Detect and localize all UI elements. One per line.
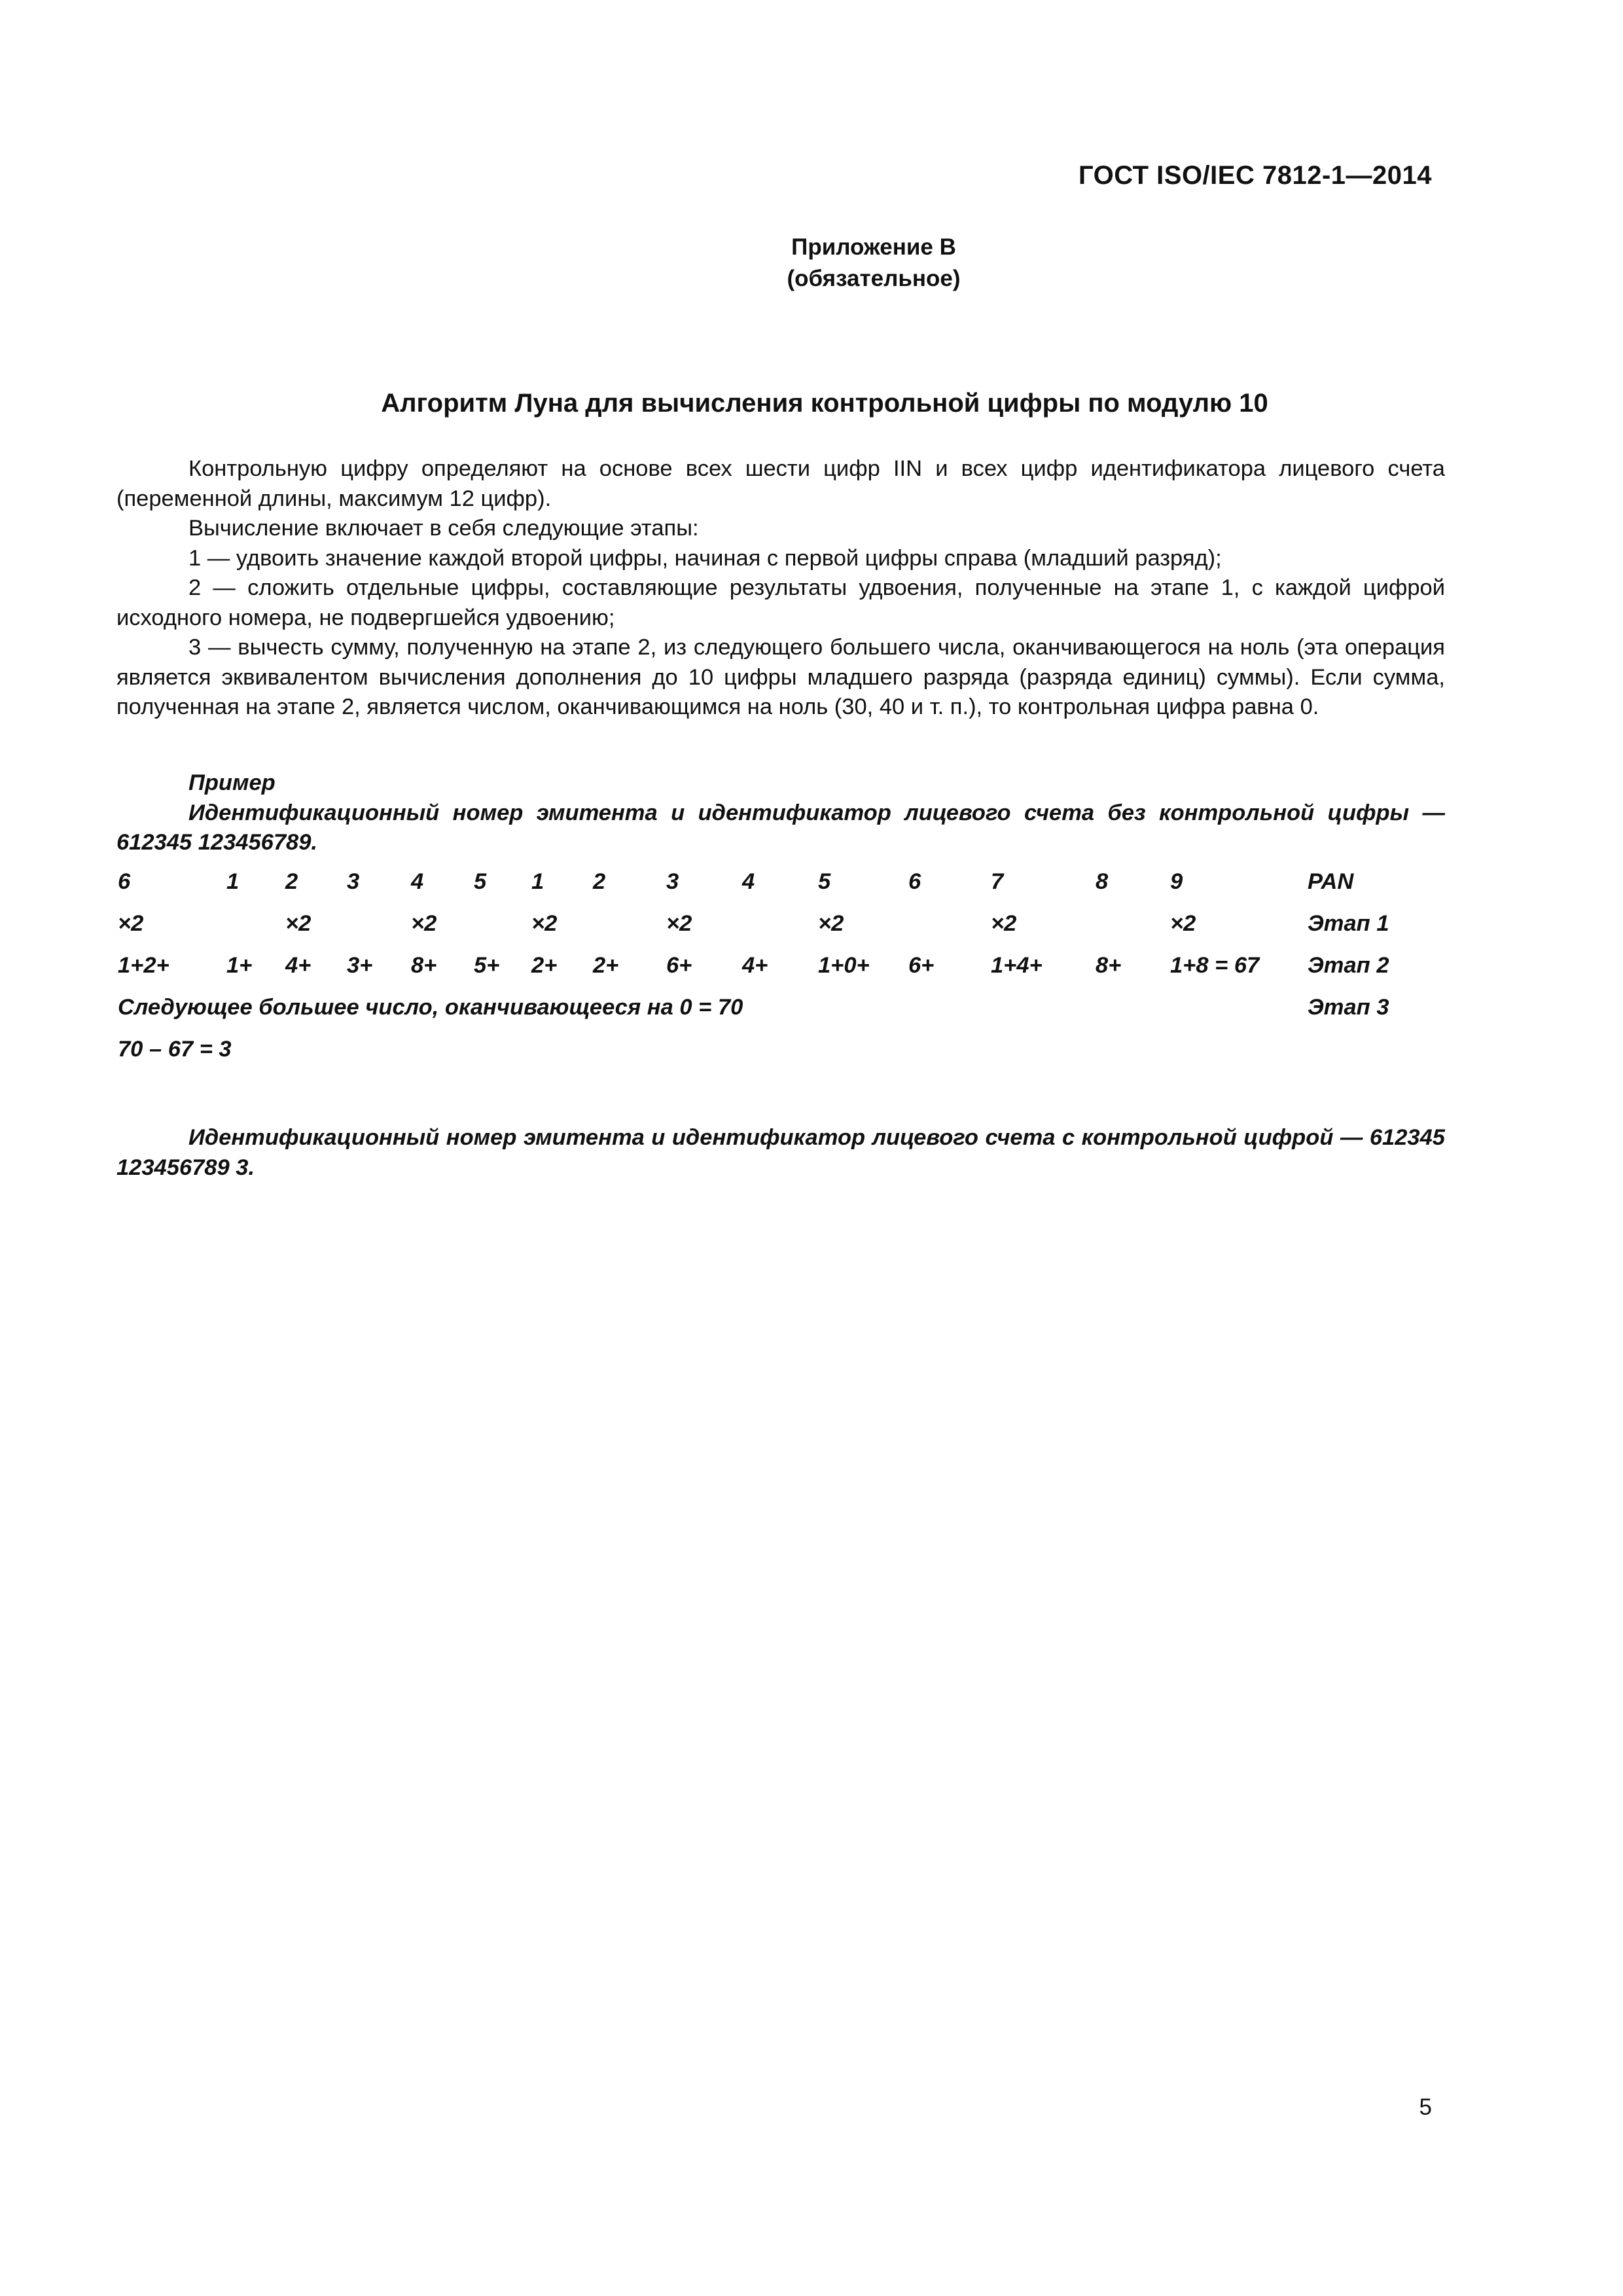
digit-sum: 1+ [226, 953, 253, 978]
pan-digit: 3 [666, 869, 679, 894]
doubling-mark: ×2 [285, 911, 312, 936]
pan-digit: 4 [742, 869, 755, 894]
doubling-mark: ×2 [118, 911, 144, 936]
example-block [116, 768, 1445, 858]
pan-digit: 5 [818, 869, 831, 894]
pan-digit: 4 [411, 869, 424, 894]
digit-sum: 8+ [411, 953, 437, 978]
sums-row [116, 953, 1445, 995]
digit-sum: 5+ [474, 953, 500, 978]
pan-digit: 3 [347, 869, 360, 894]
result-row [116, 1037, 1445, 1079]
next-ten-label: Этап 3 [1308, 995, 1389, 1020]
calculation-table [116, 869, 1445, 1079]
body-text [116, 454, 1445, 723]
appendix-title-text: Алгоритм Луна для вычисления контрольной цифры по модулю 10 [381, 389, 1268, 418]
digits-row [116, 869, 1445, 911]
doubling-mark: ×2 [818, 911, 844, 936]
pan-digit: 9 [1170, 869, 1183, 894]
pan-label: PAN [1308, 869, 1354, 894]
doubling-mark: ×2 [411, 911, 437, 936]
digit-sum: 6+ [666, 953, 692, 978]
digit-sum: 1+0+ [818, 953, 870, 978]
digit-sum: 1+4+ [991, 953, 1043, 978]
pan-digit: 7 [991, 869, 1004, 894]
doubling-mark: ×2 [991, 911, 1017, 936]
pan-digit: 6 [118, 869, 131, 894]
digit-sum: 2+ [593, 953, 619, 978]
pan-digit: 2 [285, 869, 298, 894]
paragraph: 2 — сложить отдельные цифры, составляющие результаты удвоения, полученные на этапе 1, с каждой цифрой исходного номера, не подвергшейся удвоению; [116, 575, 1445, 630]
next-ten-text: Следующее большее число, оканчивающееся на 0 = 70 [118, 995, 743, 1020]
digit-sum: 4+ [742, 953, 768, 978]
doubling-mark: ×2 [1170, 911, 1196, 936]
stage-2-label: Этап 2 [1308, 953, 1389, 978]
digit-sum: 1+8 = 67 [1170, 953, 1260, 978]
stage-1-label: Этап 1 [1308, 911, 1389, 936]
appendix-label: Приложение В [791, 234, 956, 260]
paragraph: 3 — вычесть сумму, полученную на этапе 2, из следующего большего числа, оканчивающегося на ноль (эта операция является эквивалентом вычисления дополнения до 10 цифры младшего разряда (разряда единиц) суммы). Если сумма, полученная на этапе 2, является числом, оканчивающимся на ноль (30, 40 и т. п.), то контрольная цифра равна 0. [116, 635, 1445, 719]
pan-digit: 8 [1096, 869, 1109, 894]
example-intro: Идентификационный номер эмитента и идентификатор лицевого счета без контрольной цифры — 612345 123456789. [116, 800, 1445, 855]
digit-sum: 3+ [347, 953, 373, 978]
result-text: 70 – 67 = 3 [118, 1037, 232, 1062]
appendix-title [0, 389, 1623, 418]
pan-digit: 2 [593, 869, 606, 894]
doubling-mark: ×2 [531, 911, 558, 936]
page-number: 5 [1419, 2094, 1432, 2120]
pan-digit: 1 [226, 869, 240, 894]
digit-sum: 1+2+ [118, 953, 169, 978]
paragraph: 1 — удвоить значение каждой второй цифры, начиная с первой цифры справа (младший разряд); [188, 545, 1222, 571]
paragraph: Контрольную цифру определяют на основе всех шести цифр IIN и всех цифр идентификатора лицевого счета (переменной длины, максимум 12 цифр). [116, 456, 1445, 511]
digit-sum: 4+ [285, 953, 312, 978]
digit-sum: 6+ [908, 953, 935, 978]
paragraph: Вычисление включает в себя следующие этапы: [188, 516, 699, 541]
doubling-mark: ×2 [666, 911, 692, 936]
example-label: Пример [188, 770, 276, 795]
pan-digit: 1 [531, 869, 544, 894]
pan-digit: 5 [474, 869, 487, 894]
next-ten-row [116, 995, 1445, 1037]
pan-digit: 6 [908, 869, 921, 894]
final-text: Идентификационный номер эмитента и идентификатор лицевого счета с контрольной цифрой — 612345 123456789 3. [116, 1125, 1445, 1180]
digit-sum: 2+ [531, 953, 558, 978]
doubling-row [116, 911, 1445, 953]
final-statement [116, 1123, 1445, 1183]
appendix-status: (обязательное) [787, 266, 961, 291]
appendix-heading [0, 232, 1623, 295]
standard-designation: ГОСТ ISO/IEC 7812-1—2014 [1078, 161, 1432, 190]
digit-sum: 8+ [1096, 953, 1122, 978]
